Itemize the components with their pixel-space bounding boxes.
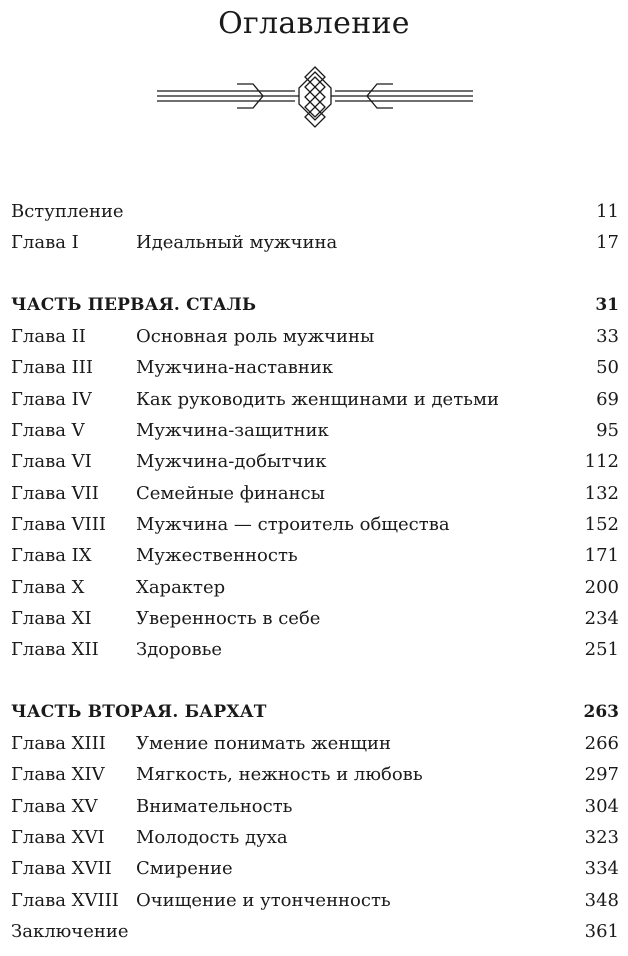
toc-entry-chapter[interactable]	[11, 822, 619, 853]
toc-entry-chapter[interactable]	[11, 540, 619, 571]
toc-chapter-title: Внимательность	[136, 795, 293, 817]
toc-page-number: 234	[584, 607, 619, 629]
toc-entry-chapter[interactable]	[11, 321, 619, 352]
toc-page-number: 334	[584, 858, 619, 880]
section-spacer	[11, 259, 619, 290]
toc-chapter-title: Умение понимать женщин	[136, 733, 392, 755]
toc-label: Глава XVII	[11, 858, 112, 880]
toc-chapter-title: Основная роль мужчины	[136, 326, 375, 348]
table-of-contents	[11, 196, 619, 947]
toc-label: Заключение	[11, 920, 129, 942]
toc-part-title: ЧАСТЬ ВТОРАЯ. БАРХАТ	[11, 701, 267, 722]
toc-page-number: 297	[584, 764, 619, 786]
page-title: Оглавление	[218, 6, 410, 41]
toc-entry-chapter[interactable]	[11, 572, 619, 603]
toc-label: Глава XVI	[11, 826, 105, 848]
toc-label: Глава IV	[11, 388, 92, 410]
toc-page-number: 200	[584, 576, 619, 598]
toc-page-number: 266	[584, 733, 619, 755]
toc-chapter-title: Мужчина — строитель общества	[136, 513, 450, 535]
toc-entry-chapter[interactable]	[11, 509, 619, 540]
toc-label: Глава XI	[11, 607, 92, 629]
toc-entry-chapter[interactable]	[11, 791, 619, 822]
toc-entry-conclusion[interactable]	[11, 916, 619, 947]
toc-chapter-title: Идеальный мужчина	[136, 232, 338, 254]
toc-chapter-title: Мужчина-наставник	[136, 357, 334, 379]
toc-page-number: 17	[596, 232, 619, 254]
toc-page-number: 323	[584, 826, 619, 848]
toc-label: Глава III	[11, 357, 94, 379]
toc-label: Глава XVIII	[11, 889, 119, 911]
toc-entry-chapter[interactable]	[11, 227, 619, 258]
toc-chapter-title: Молодость духа	[136, 826, 288, 848]
toc-entry-chapter[interactable]	[11, 478, 619, 509]
toc-entry-intro[interactable]	[11, 196, 619, 227]
toc-chapter-title: Мужчина-добытчик	[136, 451, 327, 473]
toc-entry-chapter[interactable]	[11, 728, 619, 759]
toc-chapter-title: Характер	[136, 576, 226, 598]
toc-label: Глава V	[11, 420, 85, 442]
toc-chapter-title: Уверенность в себе	[136, 607, 321, 629]
toc-entry-chapter[interactable]	[11, 759, 619, 790]
toc-chapter-title: Мужчина-защитник	[136, 420, 329, 442]
toc-label: Глава VIII	[11, 513, 107, 535]
toc-page-number: 95	[596, 420, 619, 442]
toc-chapter-title: Здоровье	[136, 639, 223, 661]
toc-label: Глава I	[11, 232, 79, 254]
toc-page-number: 361	[584, 920, 619, 942]
toc-label: Глава X	[11, 576, 85, 598]
toc-page-number: 11	[596, 201, 619, 222]
toc-chapter-title: Мягкость, нежность и любовь	[136, 764, 423, 786]
toc-chapter-title: Смирение	[136, 858, 233, 880]
toc-label: Вступление	[11, 201, 124, 222]
toc-entry-chapter[interactable]	[11, 885, 619, 916]
toc-page-number: 50	[596, 357, 619, 379]
toc-page-number: 112	[584, 451, 619, 473]
toc-entry-chapter[interactable]	[11, 853, 619, 884]
toc-chapter-title: Мужественность	[136, 545, 298, 567]
toc-page-number: 132	[584, 482, 619, 504]
toc-entry-chapter[interactable]	[11, 603, 619, 634]
toc-page-number: 263	[583, 701, 619, 722]
toc-label: Глава VI	[11, 451, 92, 473]
toc-entry-chapter[interactable]	[11, 384, 619, 415]
toc-entry-chapter[interactable]	[11, 446, 619, 477]
toc-page-number: 304	[584, 795, 619, 817]
toc-label: Глава IX	[11, 545, 92, 567]
toc-page-number: 348	[584, 889, 619, 911]
toc-label: Глава VII	[11, 482, 99, 504]
toc-part-title: ЧАСТЬ ПЕРВАЯ. СТАЛЬ	[11, 294, 257, 315]
toc-entry-chapter[interactable]	[11, 634, 619, 665]
toc-page-number: 31	[595, 294, 619, 315]
toc-page-number: 152	[584, 513, 619, 535]
toc-label: Глава XII	[11, 639, 99, 661]
toc-label: Глава XIII	[11, 733, 106, 755]
toc-page-number: 171	[584, 545, 619, 567]
toc-page-number: 33	[596, 326, 619, 348]
toc-page-number: 69	[596, 388, 619, 410]
toc-page-number: 251	[584, 639, 619, 661]
toc-chapter-title: Как руководить женщинами и детьми	[136, 388, 499, 410]
toc-chapter-title: Очищение и утонченность	[136, 889, 391, 911]
toc-label: Глава II	[11, 326, 86, 348]
toc-entry-chapter[interactable]	[11, 415, 619, 446]
toc-entry-part-one[interactable]	[11, 290, 619, 321]
toc-chapter-title: Семейные финансы	[136, 482, 325, 504]
section-spacer	[11, 665, 619, 696]
toc-entry-part-two[interactable]	[11, 697, 619, 728]
toc-entry-chapter[interactable]	[11, 352, 619, 383]
toc-label: Глава XV	[11, 795, 98, 817]
decorative-divider-icon	[155, 66, 475, 128]
toc-label: Глава XIV	[11, 764, 105, 786]
